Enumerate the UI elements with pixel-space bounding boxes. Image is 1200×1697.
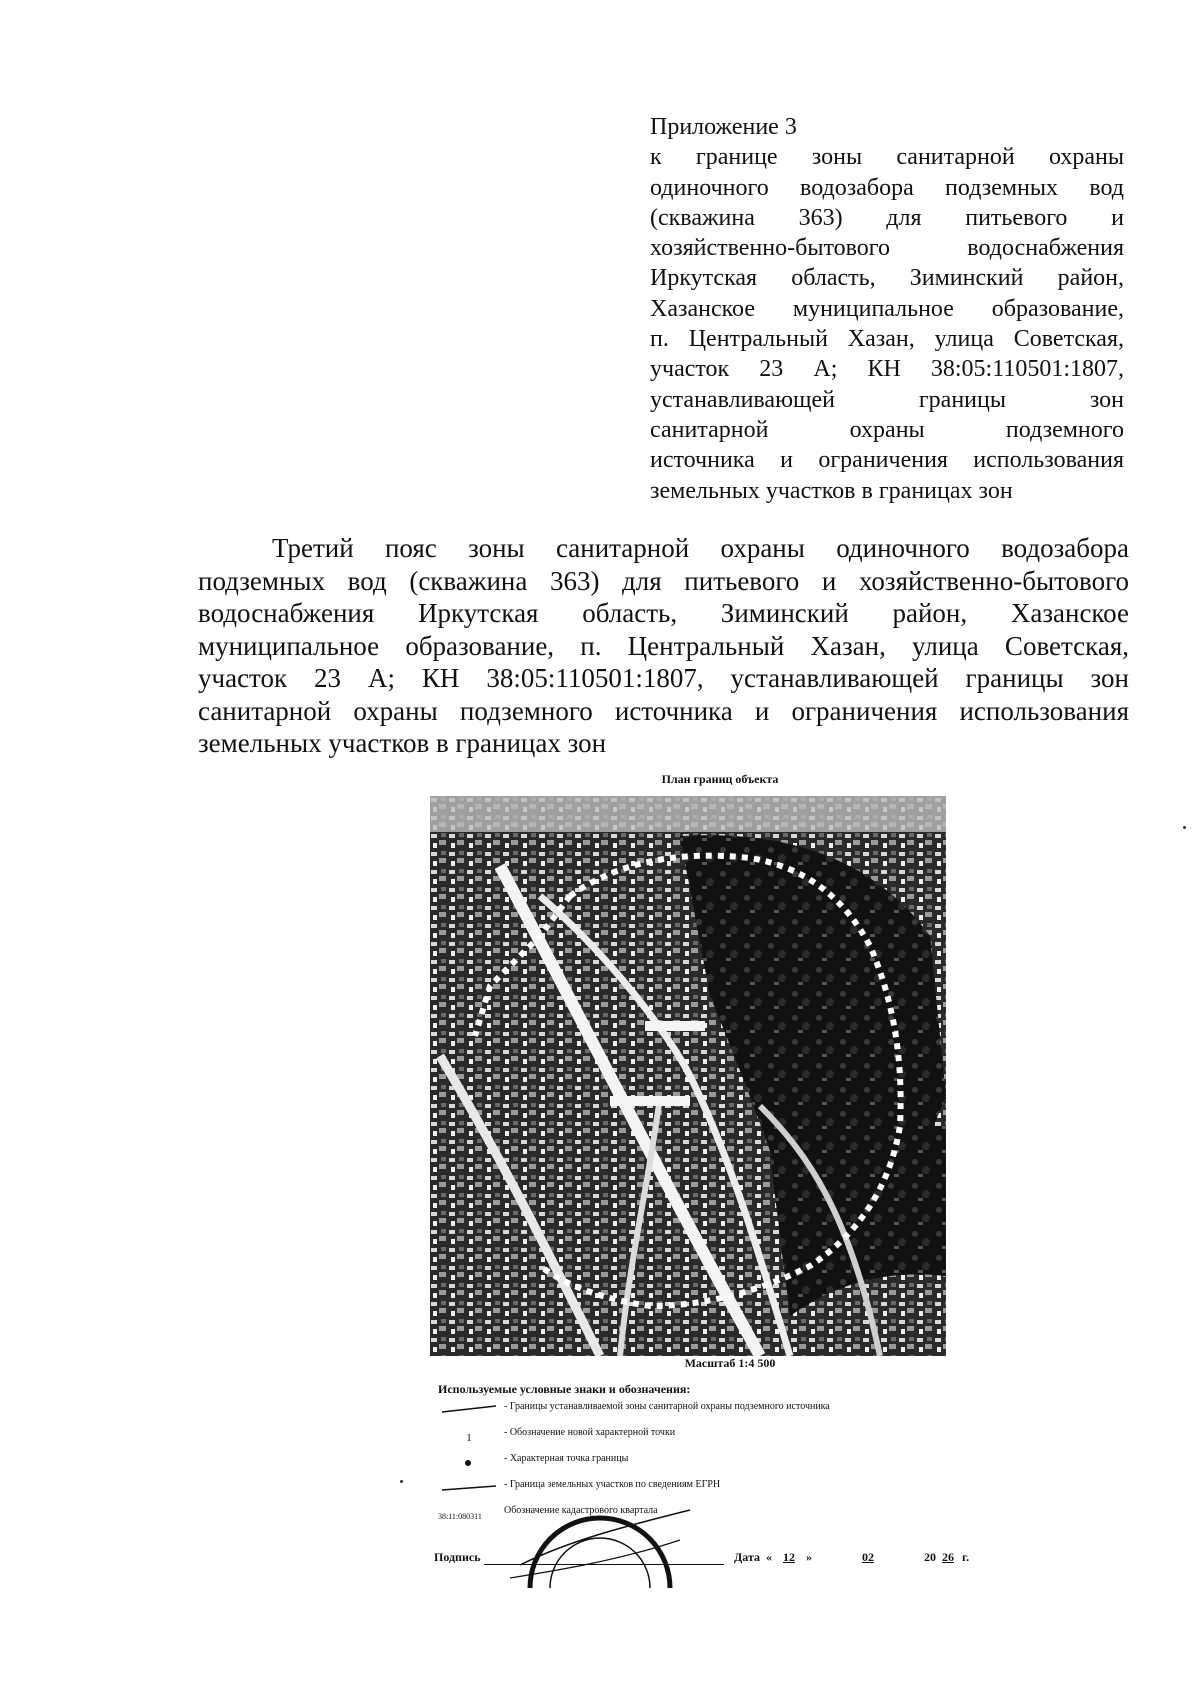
legend-text: - Граница земельных участков по сведениям ЕГРН	[504, 1479, 721, 1490]
scan-speck	[400, 1480, 403, 1483]
appendix-line: Приложение 3	[650, 114, 797, 140]
stamp-seal	[500, 1470, 700, 1590]
paragraph-line: муниципальное образование, п. Центральный Хазан, улица Советская,	[198, 630, 1129, 661]
appendix-line: Хазанское муниципальное образование,	[650, 295, 1124, 322]
legend-title: Используемые условные знаки и обозначения:	[438, 1382, 691, 1396]
appendix-line: источника и ограничения использования	[650, 447, 1124, 474]
map-scale: Масштаб 1:4 500	[684, 1356, 776, 1370]
date-day: 12	[783, 1550, 795, 1564]
paragraph-line: водоснабжения Иркутская область, Зиминский район, Хазанское	[198, 598, 1129, 628]
map-top-strip	[430, 796, 946, 832]
date-year-prefix: 20	[924, 1550, 936, 1564]
paragraph-line: подземных вод (скважина 363) для питьевого и хозяйственно-бытового	[198, 565, 1129, 596]
parcel-label-box	[610, 1096, 690, 1106]
signature-line	[484, 1564, 724, 1565]
appendix-line: к границе зоны санитарной охраны	[650, 144, 1124, 171]
legend-item-boundary-point	[438, 1450, 978, 1470]
date-year-unit: г.	[962, 1550, 970, 1564]
point-number-symbol: 1	[466, 1432, 472, 1444]
date-quote-open: «	[766, 1550, 772, 1564]
legend-text: - Обозначение новой характерной точки	[504, 1427, 676, 1438]
aerial-map	[430, 796, 946, 1356]
appendix-line: устанавливающей границы зон	[650, 386, 1124, 413]
appendix-line: Иркутская область, Зиминский район,	[650, 265, 1124, 292]
date-quote-close: »	[806, 1550, 812, 1564]
appendix-line: санитарной охраны подземного	[650, 416, 1124, 443]
date-label: Дата	[734, 1550, 760, 1564]
legend-item-new-point	[438, 1424, 978, 1444]
date-year-suffix: 26	[942, 1550, 954, 1564]
legend-text: - Характерная точка границы	[504, 1453, 629, 1464]
paragraph-line: земельных участков в границах зон	[198, 728, 607, 758]
appendix-line: участок 23 А; КН 38:05:110501:1807,	[650, 356, 1124, 383]
parcel-label-box	[645, 1021, 705, 1031]
legend-item-zone-boundary	[438, 1398, 978, 1418]
line-symbol-icon	[438, 1476, 500, 1496]
signature-label: Подпись	[434, 1550, 481, 1564]
date-month: 02	[862, 1550, 874, 1564]
line-symbol-icon	[438, 1398, 500, 1418]
appendix-header	[650, 112, 1124, 506]
legend-text: Обозначение кадастрового квартала	[504, 1505, 658, 1516]
cadastral-quarter-symbol: 38:11:080311	[438, 1512, 482, 1521]
appendix-line: хозяйственно-бытового водоснабжения	[650, 235, 1124, 262]
paragraph-line: Третий пояс зоны санитарной охраны одиночного водозабора	[272, 533, 1129, 563]
paragraph-line: санитарной охраны подземного источника и ограничения использования	[198, 695, 1129, 726]
appendix-line: одиночного водозабора подземных вод	[650, 174, 1124, 201]
legend-text: - Границы устанавливаемой зоны санитарной охраны подземного источника	[504, 1401, 830, 1412]
appendix-line: п. Центральный Хазан, улица Советская,	[650, 326, 1124, 353]
appendix-line: земельных участков в границах зон	[650, 477, 1013, 504]
dot-symbol-icon	[438, 1450, 500, 1470]
signature-row	[434, 1550, 974, 1570]
main-paragraph	[198, 532, 1129, 760]
scan-speck	[1183, 826, 1186, 829]
appendix-line: (скважина 363) для питьевого и	[650, 204, 1124, 231]
plan-title: План границ объекта	[661, 772, 779, 786]
paragraph-line: участок 23 А; КН 38:05:110501:1807, устанавливающей границы зон	[198, 663, 1129, 693]
